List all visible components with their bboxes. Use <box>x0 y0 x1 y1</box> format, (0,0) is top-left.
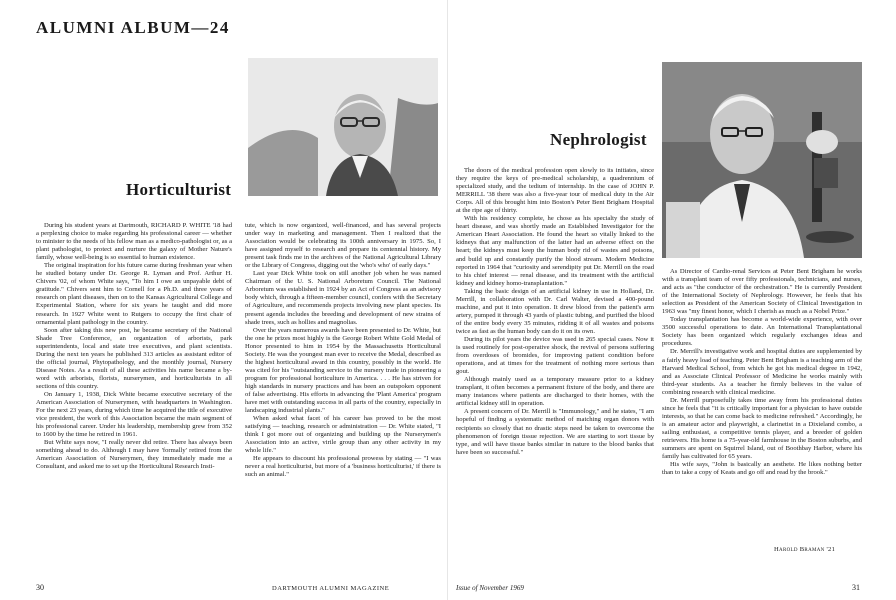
paragraph: As Director of Cardio-renal Services at Peter Bent Brigham he works with a transplant team of over fifty professionals, technicians, and nurses, and acts as "the conductor of the orchestration." He is currently President of the International Society of Nephrology. However, he feels that his selection as President of the American Society of Clinical Investigation in 1963 was "my finest honor, which I cherish as much as a Nobel Prize." <box>662 268 862 316</box>
paragraph: Today transplantation has become a world-wide experience, with over 3500 successful operations to date. An International Transplantational Society has been organized which regularly exchanges ideas and procedures. <box>662 316 862 348</box>
horticulturist-portrait-photo <box>248 58 438 196</box>
left-article-column-2 <box>245 222 441 577</box>
paragraph: Over the years numerous awards have been presented to Dr. White, but the one he prizes most highly is the George Robert White Gold Medal of Honor presented to him in 1954 by the Massachusetts Horticultural Society. He was the youngest man ever to receive the Medal, described as the highest horticultural award in this country, possibly in the world. He was cited for his "outstanding service to the nursery trade in pioneering a program for professional horticulture in America. . . . He has striven for high standards in nursery practices and has been an outspoken opponent of false advertising. His efforts in advancing the 'Plant America' program have met with outstanding success in all parts of the country, especially in landscaping industrial plants." <box>245 326 441 415</box>
paragraph: The original inspiration for his future came during freshman year when he studied botany under Dr. George R. Lyman and Prof. Arthur H. Chivers '02, of whom White says, "To him I owe an unpayable debt of gratitude." Chivers sent him to Cornell for a Ph.D. and three years of research on plant diseases, then on to the Kansas Agricultural College and Experimental Station, where for six years he taught and did more research. In 1927 White went to Rutgers to occupy the first chair of ornamental plant pathology in the country. <box>36 262 232 326</box>
nephrologist-portrait-photo <box>662 62 862 258</box>
right-article-column-2 <box>662 268 862 540</box>
paragraph: On January 1, 1938, Dick White became executive secretary of the American Association of Nurserymen, with headquarters in Washington. For the next 23 years, during which time he acquired the title of executive vice president, the work of this Association became the main segment of his professional career. Under his leadership, membership grew from 352 to 1600 by the time he retired in 1961. <box>36 390 232 439</box>
article-title-nephrologist: Nephrologist <box>550 130 647 149</box>
portrait-illustration <box>662 62 862 258</box>
right-article-column-1 <box>456 167 654 575</box>
paragraph: Although mainly used as a temporary measure prior to a kidney transplant, it often becomes a permanent fixture of the body, and there are many instances where patients are discharged to their homes, with the artificial kidney still in operation. <box>456 376 654 408</box>
paragraph: Last year Dick White took on still another job when he was named Chairman of the U. S. National Arboretum Council. The National Arboretum was established in 1924 by an Act of Congress as an advisory body which, through a fifteen-member council, confers with the Secretary of Agriculture, and recommends projects involving new plant species. Its present agenda includes the breeding and development of new strains of shade trees, such as hollies and magnolias. <box>245 270 441 326</box>
paragraph: He appears to discount his professional prowess by stating — "I was never a real horticulturist, but more of a 'business horticulturist,' if there is such an animal." <box>245 455 441 479</box>
paragraph: Dr. Merrill purposefully takes time away from his professional duties since he feels that "it is critically important for a physician to have outside interests, so that he can come back to medicine refreshed." Accordingly, he is an amateur actor and playwright, a clarinetist in a Dixieland combo, a sailing enthusiast, a competitive tennis player, and a breeder of golden retrievers. His home is a 75-year-old farmhouse in the Boston suburbs, and summers are spent on Squirrel Island, out of Boothbay Harbor, where his family has cultivated for 65 years. <box>662 396 862 461</box>
author-signature: Harold Braman '21 <box>774 546 836 553</box>
paragraph: tute, which is now organized, well-financed, and has several projects under way in marketing and management. Then I realized that the Association would be celebrating its 100th anniversary in 1975. So, I have assigned myself to research and prepare its centennial history. My present task finds me in the archives of the National Agricultural Library or the Library of Congress, digging out the 'who's who' of early days." <box>245 222 441 270</box>
masthead: ALUMNI ALBUM—24 <box>36 18 230 37</box>
paragraph: Taking the basic design of an artificial kidney in use in Holland, Dr. Merrill, in collaboration with Dr. Carl Walter, devised a 400-pound machine, and put it into operation. It drew blood from the patient's arm artery, pumped it through 43 yards of plastic tubing, and purified the blood of the entire body every 35 minutes, ridding it of all wastes and poisons twice as fast as the human body can do it on its own. <box>456 287 654 335</box>
article-title-horticulturist: Horticulturist <box>126 180 232 199</box>
page-number-left: 30 <box>36 583 44 592</box>
paragraph: During its pilot years the device was used in 265 special cases. Now it is used routinely for post-operative shock, the revival of persons suffering from overdoses of bromides, for improving patient condition before operations, and at times for the treatment of nothing more serious than gout. <box>456 335 654 376</box>
portrait-illustration <box>248 58 438 196</box>
paragraph: Soon after taking this new post, he became secretary of the National Shade Tree Conference, an organization of arborists, park superintendents, local and state tree executives, and plant scientists. During the next ten years he published 313 articles as assistant editor of the official journal, Phytopathology, and the monthly journal, Nursery Disease Notes. As a result of all these activities his name became a by-word with arborists, florists, nurserymen, and horticulturists in all sections of this country. <box>36 326 232 390</box>
paragraph: But White says now, "I really never did retire. There has always been something ahead to do. Although I may have 'formally' retired from the American Association of Nurserymen, they immediately made me a Consultant, and asked me to set up the Horticultural Research Insti- <box>36 439 232 471</box>
paragraph: During his student years at Dartmouth, RICHARD P. WHITE '18 had a perplexing choice to make regarding his professional career — whether to minister to the needs of his fellow man as a medico-pathologist or, as a plant pathologist, to protect and nurture the galaxy of Mother Nature's family, whose well-being is so essential to human existence. <box>36 222 232 262</box>
paragraph: When asked what facet of his career has proved to be the most satisfying — teaching, research or administration — Dr. White stated, "I think I got more out of organizing and building up the Nurserymen's Association into an active, virile group than any other activity in my whole life." <box>245 415 441 455</box>
page-number-right: 31 <box>852 583 860 592</box>
paragraph: Dr. Merrill's investigative work and hospital duties are supplemented by a fairly heavy load of teaching. Peter Bent Brigham is a teaching arm of the Harvard Medical School, from which he got his medical degree in 1942, and as Associate Clinical Professor of Medicine he works mainly with third-year students. As a teacher he firmly believes in the value of combining research with clinical medicine. <box>662 348 862 396</box>
paragraph: A present concern of Dr. Merrill is "Immunology," and he states, "I am hopeful of finding a systematic method of matching organ donors with recipients so closely that no drastic steps need be taken to overcome the phenomenon of foreign tissue rejection. We are starting to sort tissue by type, and will have tissue banks similar in nature to the blood banks that have been so successful." <box>456 408 654 456</box>
paragraph: The doors of the medical profession open slowly to its initiates, since they require the keys of pre-medical scholarship, a quadrennium of specialized study, and the tedium of internship. In the case of JOHN P. MERRILL '38 there was also a five-year tour of medical duty in the Air Corps. All of this brought him into Boston's Peter Bent Brigham Hospital at the ripe age of thirty. <box>456 167 654 215</box>
paragraph: His wife says, "John is basically an aesthete. He likes nothing better than to take a copy of Keats and go off and read by the brook." <box>662 461 862 477</box>
left-article-column-1 <box>36 222 232 577</box>
footer-magazine-name: DARTMOUTH ALUMNI MAGAZINE <box>272 585 390 592</box>
paragraph: With his residency complete, he chose as his specialty the study of heart disease, and was shortly made an Established Investigator for the American Heart Association. He found the heart so vitally linked to the kidneys that any malfunction of the latter had an adverse effect on the heart; the kidneys must keep the human body rid of wastes and poisons, and build up and constantly purify the blood stream. Modern Medicine reported in 1964 that "curiosity and serendipity put Dr. Merrill on the road to his chief interest — renal disease, and its treatment with the artificial kidney and kidney homo-transplantation." <box>456 215 654 287</box>
footer-issue-date: Issue of November 1969 <box>456 584 524 592</box>
right-page <box>448 0 896 600</box>
